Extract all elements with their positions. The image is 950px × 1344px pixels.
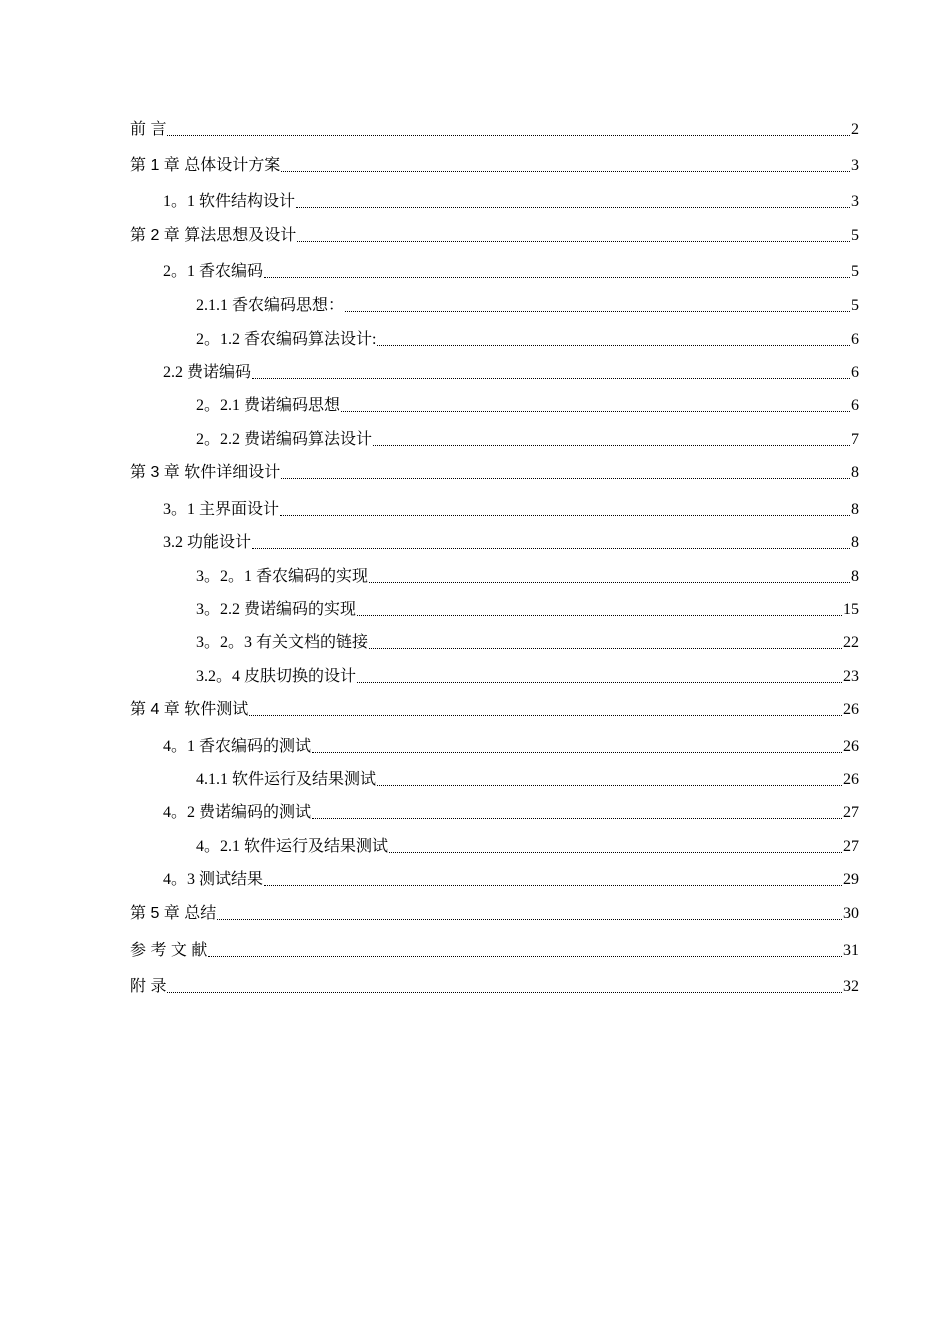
toc-dot-leader (297, 226, 850, 246)
toc-entry-page-number: 32 (843, 978, 859, 995)
toc-entry-page-number: 6 (851, 397, 859, 414)
toc-dot-leader (252, 533, 850, 553)
toc-entry-label: 4。1 香农编码的测试 (163, 738, 312, 755)
toc-entry-page-number: 2 (851, 121, 859, 138)
toc-entry[interactable] (130, 457, 859, 483)
toc-entry-page-number: 8 (851, 464, 859, 481)
toc-entry[interactable] (196, 764, 859, 790)
toc-entry-page-number: 27 (843, 804, 859, 821)
toc-dot-leader (345, 296, 850, 316)
toc-entry-page-number: 30 (843, 905, 859, 922)
toc-entry[interactable] (130, 150, 859, 176)
toc-dot-leader (357, 667, 842, 687)
toc-entry-page-number: 22 (843, 634, 859, 651)
toc-entry-page-number: 5 (851, 263, 859, 280)
toc-entry-page-number: 26 (843, 701, 859, 718)
toc-entry-label: 第 1 章 总体设计方案 (130, 157, 281, 174)
toc-entry[interactable] (196, 831, 859, 857)
toc-entry-page-number: 27 (843, 838, 859, 855)
toc-dot-leader (252, 363, 850, 383)
toc-entry-label: 第 2 章 算法思想及设计 (130, 227, 297, 244)
toc-dot-leader (389, 837, 842, 857)
toc-entry-page-number: 5 (851, 297, 859, 314)
toc-dot-leader (373, 430, 850, 450)
toc-entry-label: 4.1.1 软件运行及结果测试 (196, 771, 377, 788)
toc-dot-leader (369, 567, 850, 587)
toc-dot-leader (281, 156, 850, 176)
toc-entry-label: 3。2。3 有关文档的链接 (196, 634, 369, 651)
toc-entry[interactable] (196, 390, 859, 416)
toc-entry-page-number: 26 (843, 738, 859, 755)
toc-entry[interactable] (163, 797, 859, 823)
toc-entry-label: 2。2.2 费诺编码算法设计 (196, 431, 373, 448)
toc-dot-leader (249, 700, 842, 720)
toc-entry-page-number: 8 (851, 534, 859, 551)
toc-dot-leader (312, 737, 842, 757)
toc-entry-label: 4。3 测试结果 (163, 871, 264, 888)
toc-entry-page-number: 3 (851, 193, 859, 210)
toc-dot-leader (264, 870, 842, 890)
toc-entry-label: 4。2.1 软件运行及结果测试 (196, 838, 389, 855)
toc-entry[interactable] (196, 561, 859, 587)
toc-entry-label: 2.1.1 香农编码思想： (196, 297, 345, 314)
toc-entry-page-number: 5 (851, 227, 859, 244)
toc-entry[interactable] (130, 971, 859, 997)
toc-entry-label: 前 言 (130, 121, 167, 138)
toc-entry-label: 2.2 费诺编码 (163, 364, 252, 381)
toc-dot-leader (208, 941, 842, 961)
toc-dot-leader (377, 330, 850, 350)
toc-entry[interactable] (163, 256, 859, 282)
toc-entry-label: 3.2 功能设计 (163, 534, 252, 551)
toc-entry-page-number: 3 (851, 157, 859, 174)
toc-entry-label: 2。2.1 费诺编码思想 (196, 397, 341, 414)
toc-entry-label: 4。2 费诺编码的测试 (163, 804, 312, 821)
toc-entry-label: 第 3 章 软件详细设计 (130, 464, 281, 481)
toc-entry[interactable] (196, 424, 859, 450)
toc-dot-leader (369, 633, 842, 653)
toc-dot-leader (296, 192, 850, 212)
toc-entry-page-number: 6 (851, 364, 859, 381)
toc-entry-label: 3。2。1 香农编码的实现 (196, 568, 369, 585)
toc-entry-page-number: 6 (851, 331, 859, 348)
toc-entry-page-number: 31 (843, 942, 859, 959)
toc-entry-page-number: 7 (851, 431, 859, 448)
toc-entry-label: 2。1 香农编码 (163, 263, 264, 280)
toc-entry-label: 第 4 章 软件测试 (130, 701, 249, 718)
toc-dot-leader (280, 500, 850, 520)
toc-dot-leader (341, 396, 850, 416)
toc-dot-leader (264, 262, 850, 282)
toc-dot-leader (377, 770, 842, 790)
toc-entry[interactable] (130, 220, 859, 246)
toc-entry-label: 参 考 文 献 (130, 942, 208, 959)
toc-dot-leader (167, 977, 842, 997)
toc-entry-page-number: 15 (843, 601, 859, 618)
toc-entry-label: 附 录 (130, 978, 167, 995)
toc-entry[interactable] (196, 627, 859, 653)
toc-dot-leader (281, 463, 850, 483)
toc-dot-leader (357, 600, 842, 620)
toc-dot-leader (312, 803, 842, 823)
toc-entry-page-number: 8 (851, 501, 859, 518)
toc-entry-label: 2。1.2 香农编码算法设计: (196, 331, 377, 348)
toc-entry-label: 第 5 章 总结 (130, 905, 217, 922)
toc-entry-label: 3。1 主界面设计 (163, 501, 280, 518)
toc-entry[interactable] (163, 494, 859, 520)
toc-entry[interactable] (163, 527, 859, 553)
toc-entry[interactable] (196, 324, 859, 350)
toc-dot-leader (167, 120, 850, 140)
toc-entry[interactable] (196, 661, 859, 687)
toc-dot-leader (217, 904, 842, 924)
toc-entry-page-number: 26 (843, 771, 859, 788)
toc-entry[interactable] (196, 290, 859, 316)
toc-entry[interactable] (130, 935, 859, 961)
toc-entry[interactable] (196, 594, 859, 620)
toc-entry-page-number: 8 (851, 568, 859, 585)
toc-entry-page-number: 23 (843, 668, 859, 685)
toc-entry[interactable] (163, 864, 859, 890)
toc-entry-label: 3.2。4 皮肤切换的设计 (196, 668, 357, 685)
toc-entry[interactable] (130, 898, 859, 924)
toc-entry[interactable] (163, 357, 859, 383)
toc-entry[interactable] (130, 694, 859, 720)
toc-entry[interactable] (163, 731, 859, 757)
toc-entry[interactable] (163, 186, 859, 212)
toc-entry-label: 3。2.2 费诺编码的实现 (196, 601, 357, 618)
toc-entry[interactable] (130, 114, 859, 140)
toc-entry-page-number: 29 (843, 871, 859, 888)
toc-entry-label: 1。1 软件结构设计 (163, 193, 296, 210)
